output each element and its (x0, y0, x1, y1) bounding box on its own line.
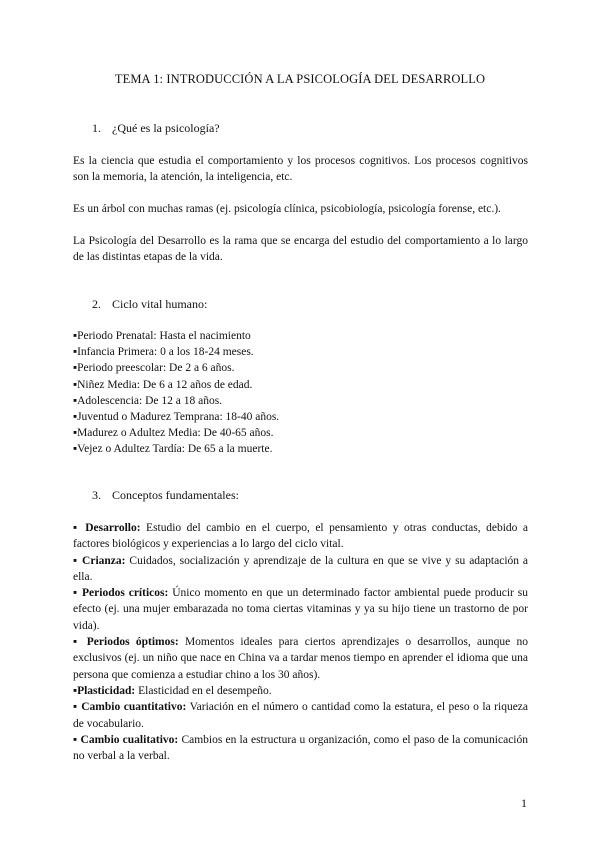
list-item (73, 328, 533, 344)
list-item (73, 441, 533, 457)
concept-term: Periodos óptimos: (86, 636, 179, 649)
list-item-text: Periodo preescolar: De 2 a 6 años. (77, 362, 235, 375)
bullet-icon: ▪ (73, 701, 78, 714)
concept-definition: Estudio del cambio en el cuerpo, el pensamiento y otras conductas, debido a factores biológicos y experiencias a lo largo del ciclo vital. (73, 522, 529, 551)
section-title: Conceptos fundamentales: (112, 488, 239, 502)
paragraph-definition: Es la ciencia que estudia el comportamiento y los procesos cognitivos. Los procesos cognitivos son la memoria, la atención, la inteligencia, etc. (73, 155, 528, 183)
bullet-icon: ▪ (73, 378, 78, 391)
page-number: 1 (521, 796, 527, 810)
paragraph-branches: Es un árbol con muchas ramas (ej. psicología clínica, psicobiología, psicología forense, etc.). (73, 203, 501, 215)
list-item (73, 360, 533, 376)
concept-definition: Cambios en la estructura u organización, como el paso de la comunicación no verbal a la verbal. (73, 733, 529, 763)
bullet-icon: ▪ (73, 394, 78, 407)
list-item-text: Adolescencia: De 12 a 18 años. (77, 394, 223, 407)
concept-term: Plasticidad: (77, 684, 136, 697)
section-title: Ciclo vital humano: (112, 297, 208, 311)
concept-term: Cambio cuantitativo: (81, 701, 187, 714)
section-heading-concepts (92, 488, 239, 503)
bullet-icon: ▪ (73, 443, 78, 456)
life-stages-list (73, 328, 533, 458)
bullet-icon: ▪ (73, 427, 78, 440)
concept-item (73, 585, 528, 634)
concept-term: Cambio cualitativo: (80, 733, 179, 746)
bullet-icon: ▪ (73, 636, 81, 649)
concepts-list (73, 520, 528, 764)
section-title: ¿Qué es la psicología? (112, 121, 220, 135)
concept-definition: Variación en el número o cantidad como la estatura, el peso o la riqueza de vocabulario. (73, 701, 529, 730)
concept-item (73, 634, 528, 683)
section-number: 2. (92, 297, 101, 311)
section-heading-psychology (92, 121, 220, 136)
list-item (73, 409, 533, 425)
bullet-icon: ▪ (73, 733, 78, 746)
concept-item (73, 732, 528, 765)
concept-item (73, 683, 528, 699)
list-item (73, 425, 533, 441)
paragraph-developmental: La Psicología del Desarrollo es la rama que se encarga del estudio del comportamiento a lo largo de las distintas etapas de la vida. (73, 235, 528, 263)
bullet-icon: ▪ (73, 554, 79, 567)
section-number: 1. (92, 121, 101, 135)
concept-term: Crianza: (82, 554, 126, 567)
list-item (73, 393, 533, 409)
list-item-text: Periodo Prenatal: Hasta el nacimiento (77, 330, 251, 342)
list-item-text: Infancia Primera: 0 a los 18-24 meses. (77, 346, 254, 359)
concept-term: Periodos críticos: (82, 587, 169, 600)
list-item-text: Madurez o Adultez Media: De 40-65 años. (77, 427, 274, 440)
bullet-icon: ▪ (73, 362, 78, 375)
concept-item (73, 553, 528, 586)
concept-definition: Momentos ideales para ciertos aprendizajes o desarrollos, aunque no exclusivos (ej. un niño que nace en China va a tardar menos tiempo en aprender el idioma que una persona que comienza a estudiar chino a los 30 años). (73, 636, 529, 681)
concept-item (73, 699, 528, 732)
list-item (73, 377, 533, 393)
page-title: TEMA 1: INTRODUCCIÓN A LA PSICOLOGÍA DEL DESARROLLO (114, 72, 486, 86)
list-item (73, 344, 533, 360)
bullet-icon: ▪ (73, 522, 80, 534)
concept-definition: Cuidados, socialización y aprendizaje de la cultura en que se vive y su adaptación a ella. (73, 554, 529, 583)
section-number: 3. (92, 488, 101, 502)
section-heading-life-cycle (92, 297, 207, 312)
bullet-icon: ▪ (73, 587, 79, 600)
bullet-icon: ▪ (73, 330, 78, 342)
concept-item (73, 520, 528, 553)
concept-definition: Único momento en que un determinado factor ambiental puede producir su efecto (ej. una mujer embarazada no toma ciertas vitaminas y ya su hijo tiene un trastorno de por vida). (73, 587, 529, 632)
concept-term: Desarrollo: (85, 522, 141, 534)
bullet-icon: ▪ (73, 684, 78, 697)
list-item-text: Niñez Media: De 6 a 12 años de edad. (77, 378, 253, 391)
list-item-text: Juventud o Madurez Temprana: 18-40 años. (77, 411, 280, 424)
list-item-text: Vejez o Adultez Tardía: De 65 a la muerte. (77, 443, 273, 456)
bullet-icon: ▪ (73, 346, 78, 359)
concept-definition: Elasticidad en el desempeño. (138, 684, 272, 697)
bullet-icon: ▪ (73, 411, 78, 424)
